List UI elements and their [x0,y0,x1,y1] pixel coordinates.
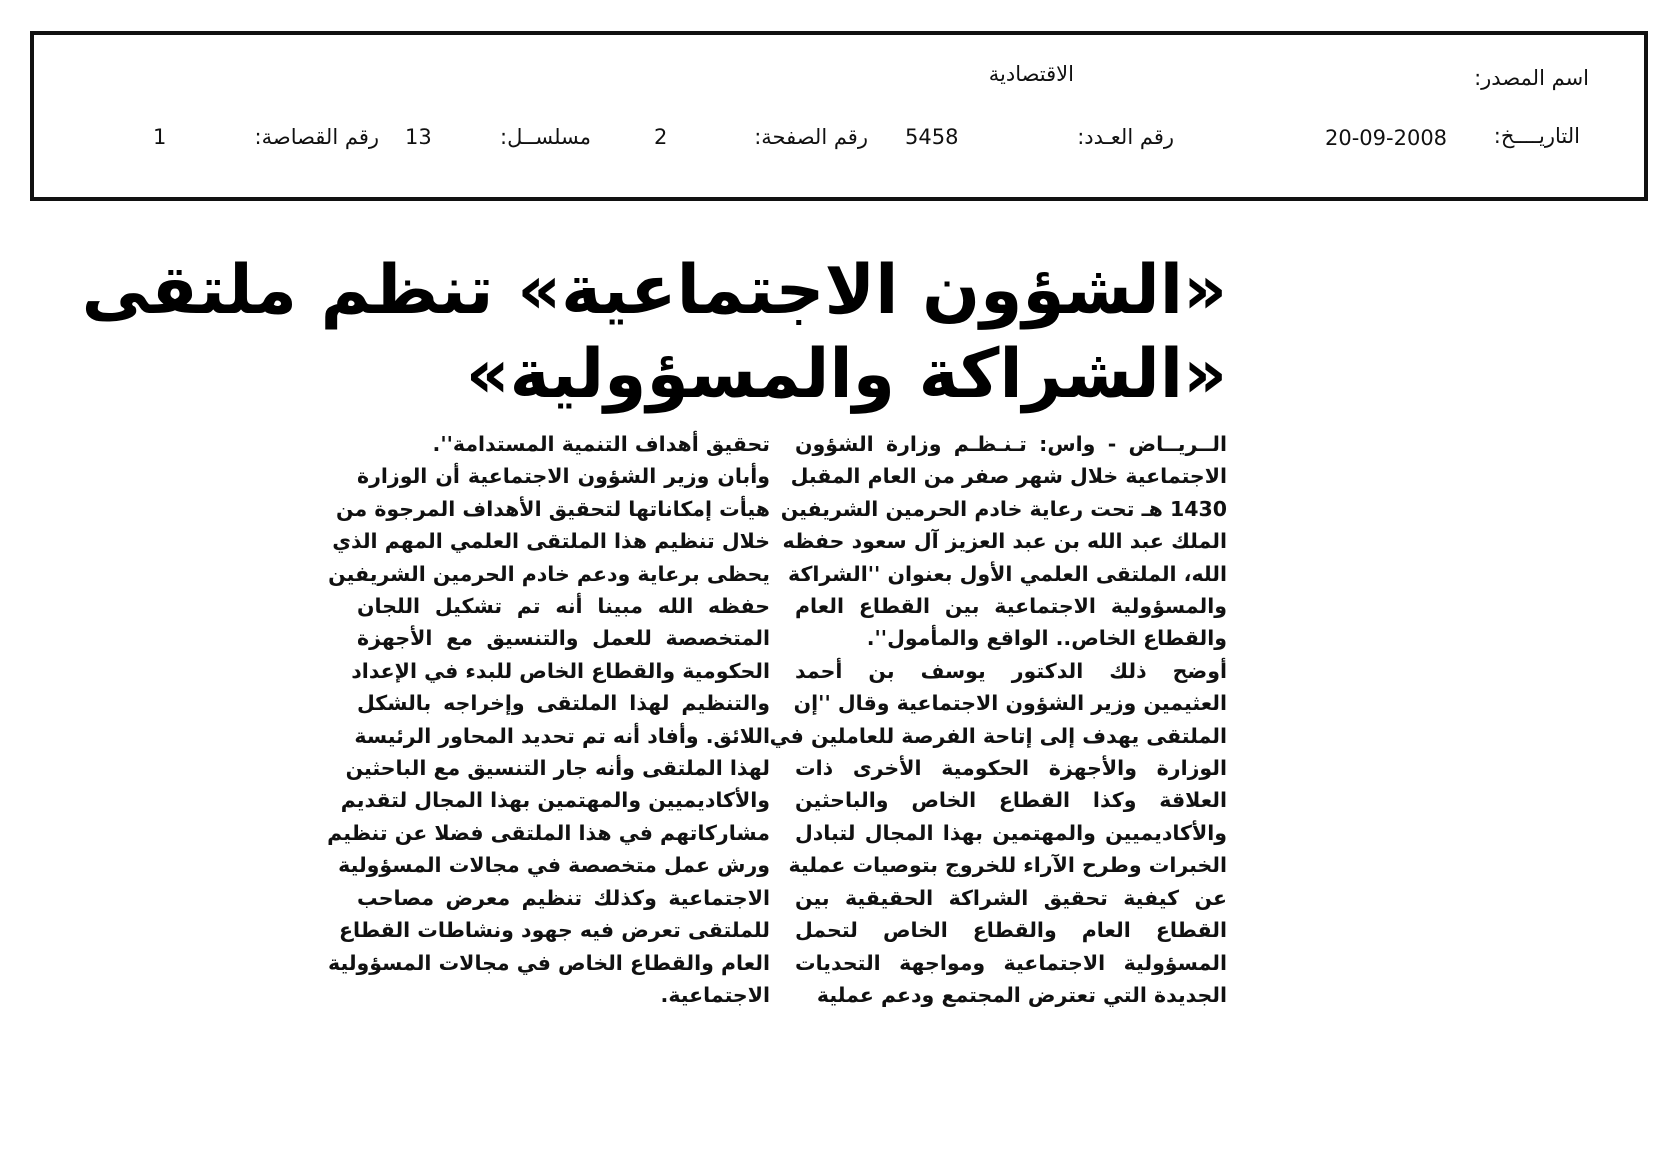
source-value: الاقتصادية [988,62,1074,86]
article-line: الاجتماعية وكذلك تنظيم معرض مصاحب [357,885,770,910]
clip-number-value: 1 [153,125,167,149]
article-line: خلال تنظيم هذا الملتقى العلمي المهم الذي [332,529,770,554]
serial-value: 13 [405,125,432,149]
article-line: حفظه الله مبينا أنه تم تشكيل اللجان [357,594,770,619]
article-line: تحقيق أهداف التنمية المستدامة''. [432,432,770,456]
article-line: عن كيفية تحقيق الشراكة الحقيقية بين [795,885,1227,910]
article-line: للملتقى تعرض فيه جهود ونشاطات القطاع [339,918,770,943]
page-value: 2 [654,125,668,149]
clip-number-label: رقم القصاصة: [254,125,379,149]
article-line: والأكاديميين والمهتمين بهذا المجال لتبادل [795,820,1227,845]
article-line: الوزارة والأجهزة الحكومية الأخرى ذات [795,756,1227,781]
article-line: العلاقة وكذا القطاع الخاص والباحثين [795,788,1227,813]
article-line: 1430 هـ تحت رعاية خادم الحرمين الشريفين [780,496,1227,521]
article-line: والأكاديميين والمهتمين بهذا المجال لتقديم [340,788,770,813]
article-line: أوضح ذلك الدكتور يوسف بن أحمد [795,658,1227,683]
article-line: الخبرات وطرح الآراء للخروج بتوصيات عملية [788,853,1227,878]
issue-label: رقم العـدد: [1077,125,1174,149]
article-headline-line-1: «الشؤون الاجتماعية» تنظم ملتقى [81,251,1227,330]
serial-label: مسلســل: [500,125,591,149]
article-line: ورش عمل متخصصة في مجالات المسؤولية [338,853,770,878]
article-line: اللائق. وأفاد أنه تم تحديد المحاور الرئيسة [354,723,770,748]
article-line: والمسؤولية الاجتماعية بين القطاع العام [795,594,1227,619]
article-line: القطاع العام والقطاع الخاص لتحمل [795,918,1227,943]
article-line: هيأت إمكاناتها لتحقيق الأهداف المرجوة من [336,496,770,521]
article-line: الاجتماعية. [660,982,770,1007]
article-column-left [327,428,770,1011]
article-line: الملتقى يهدف إلى إتاحة الفرصة للعاملين في [769,723,1227,748]
article-line: لهذا الملتقى وأنه جار التنسيق مع الباحثين [345,756,770,781]
article-line: وأبان وزير الشؤون الاجتماعية أن الوزارة [357,464,770,489]
clipping-header-box [30,31,1648,201]
article-column-right [769,428,1227,1011]
article-line: الحكومية والقطاع الخاص للبدء في الإعداد [351,658,770,683]
article-line: الملك عبد الله بن عبد العزيز آل سعود حفظه [782,529,1227,554]
article-line: المتخصصة للعمل والتنسيق مع الأجهزة [357,626,770,651]
source-label: اسم المصدر: [1474,66,1589,90]
issue-value: 5458 [905,125,959,149]
article-line: الجديدة التي تعترض المجتمع ودعم عملية [816,982,1227,1007]
article-headline-line-2: «الشراكة والمسؤولية» [465,335,1227,414]
article-line: الاجتماعية خلال شهر صفر من العام المقبل [790,464,1227,489]
article-line: العام والقطاع الخاص في مجالات المسؤولية [328,950,770,975]
article-line: مشاركاتهم في هذا الملتقى فضلا عن تنظيم [327,820,770,845]
article-line: المسؤولية الاجتماعية ومواجهة التحديات [795,950,1227,975]
article-line: العثيمين وزير الشؤون الاجتماعية وقال ''إن [793,691,1227,716]
article-line: يحظى برعاية ودعم خادم الحرمين الشريفين [328,561,770,586]
date-value: 20-09-2008 [1325,126,1448,150]
article-line: والتنظيم لهذا الملتقى وإخراجه بالشكل [357,691,770,716]
article-line: والقطاع الخاص.. الواقع والمأمول''. [866,626,1227,651]
page-label: رقم الصفحة: [754,125,868,149]
date-label: التاريــــخ: [1493,124,1580,148]
article-line: الله، الملتقى العلمي الأول بعنوان ''الشراكة [788,561,1227,586]
article-line: الــريــاض - واس: تـنـظـم وزارة الشؤون [795,432,1227,456]
